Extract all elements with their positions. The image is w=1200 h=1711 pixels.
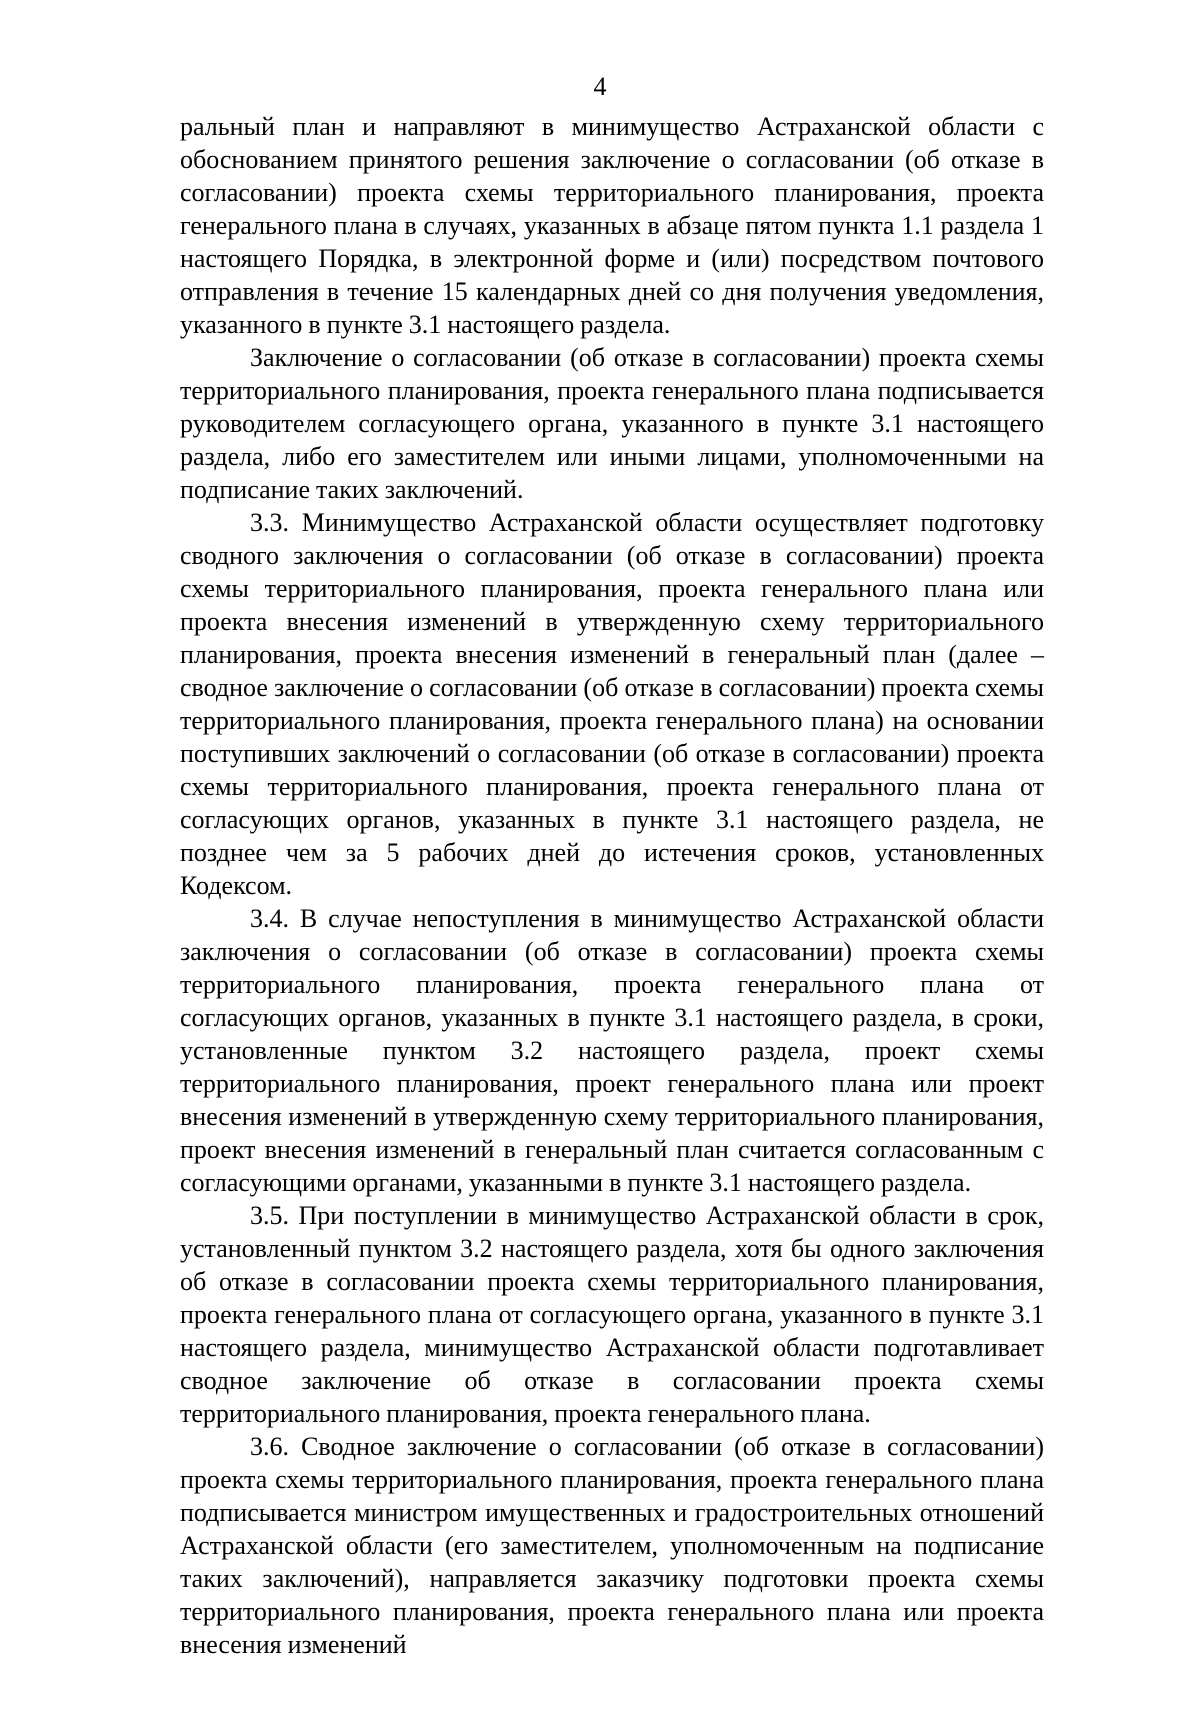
paragraph-signing: Заключение о согласовании (об отказе в согласовании) проекта схемы территориального планирования, проекта генерального плана подписывается руководителем согласующего органа, указанного в пункте 3.1 настоящего раздела, либо его заместителем или иными лицами, уполномоченными на подписание таких заключений.: [180, 343, 1044, 504]
paragraph-continuation: ральный план и направляют в минимущество Астраханской области с обоснованием принятого решения заключение о согласовании (об отказе в согласовании) проекта схемы территориального планирования, проекта генерального плана в случаях, указанных в абзаце пятом пункта 1.1 раздела 1 настоящего Порядка, в электронной форме и (или) посредством почтового отправления в течение 15 календарных дней со дня получения уведомления, указанного в пункте 3.1 настоящего раздела.: [180, 112, 1044, 339]
page-number: 4: [593, 72, 607, 101]
paragraph-3-4: 3.4. В случае непоступления в минимущество Астраханской области заключения о согласовании (об отказе в согласовании) проекта схемы территориального планирования, проекта генерального плана от согласующих органов, указанных в пункте 3.1 настоящего раздела, в сроки, установленные пунктом 3.2 настоящего раздела, проект схемы территориального планирования, проект генерального плана или проект внесения изменений в утвержденную схему территориального планирования, проект внесения изменений в генеральный план считается согласованным с согласующими органами, указанными в пункте 3.1 настоящего раздела.: [180, 904, 1044, 1197]
document-body: [180, 110, 1044, 1661]
paragraph-3-3: 3.3. Минимущество Астраханской области осуществляет подготовку сводного заключения о согласовании (об отказе в согласовании) проекта схемы территориального планирования, проекта генерального плана или проекта внесения изменений в утвержденную схему территориального планирования, проекта внесения изменений в генеральный план (далее – сводное заключение о согласовании (об отказе в согласовании) проекта схемы территориального планирования, проекта генерального плана) на основании поступивших заключений о согласовании (об отказе в согласовании) проекта схемы территориального планирования, проекта генерального плана от согласующих органов, указанных в пункте 3.1 настоящего раздела, не позднее чем за 5 рабочих дней до истечения сроков, установленных Кодексом.: [180, 508, 1044, 900]
paragraph-3-5: 3.5. При поступлении в минимущество Астраханской области в срок, установленный пунктом 3.2 настоящего раздела, хотя бы одного заключения об отказе в согласовании проекта схемы территориального планирования, проекта генерального плана от согласующего органа, указанного в пункте 3.1 настоящего раздела, минимущество Астраханской области подготавливает сводное заключение об отказе в согласовании проекта схемы территориального планирования, проекта генерального плана.: [180, 1201, 1044, 1428]
paragraph-3-6: 3.6. Сводное заключение о согласовании (об отказе в согласовании) проекта схемы территориального планирования, проекта генерального плана подписывается министром имущественных и градостроительных отношений Астраханской области (его заместителем, уполномоченным на подписание таких заключений), направляется заказчику подготовки проекта схемы территориального планирования, проекта генерального плана или проекта внесения изменений: [180, 1432, 1044, 1659]
